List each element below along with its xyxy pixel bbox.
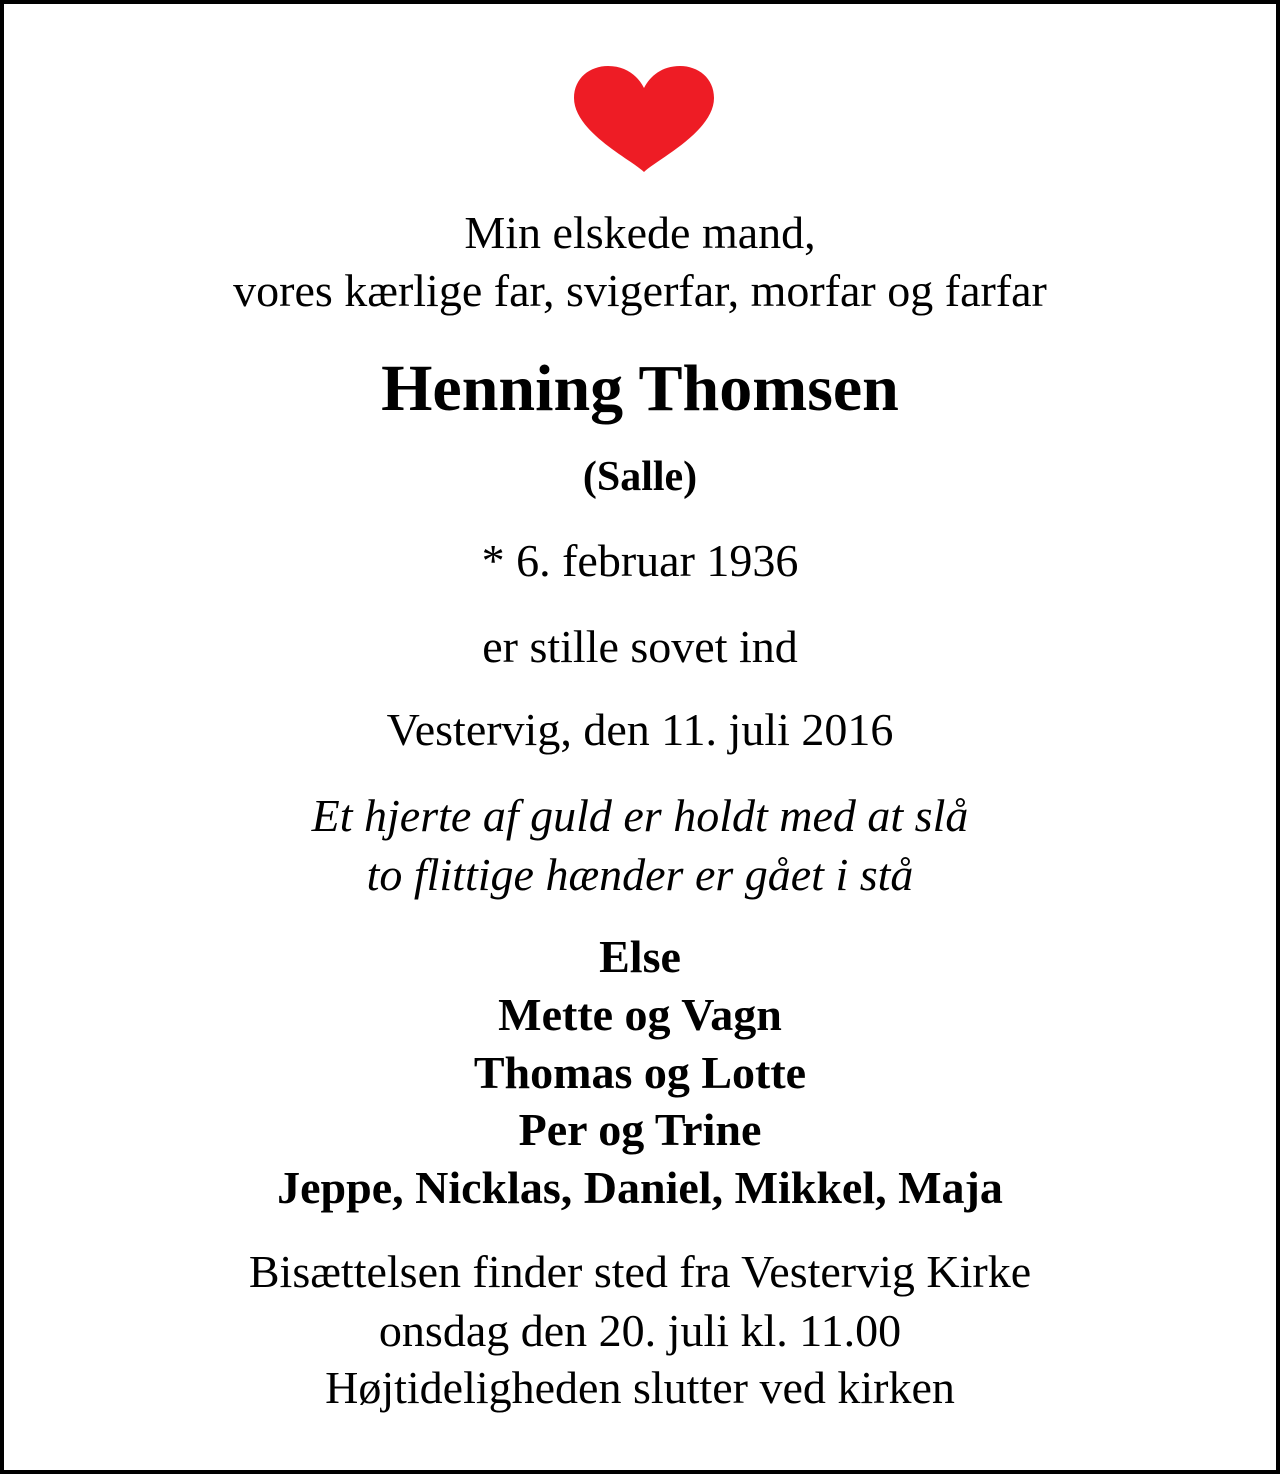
family-member: Jeppe, Nicklas, Daniel, Mikkel, Maja bbox=[277, 1162, 1003, 1213]
family-member: Thomas og Lotte bbox=[473, 1047, 807, 1098]
verse-line-1: Et hjerte af guld er holdt med at slå bbox=[311, 790, 969, 841]
place-and-date: Vestervig, den 11. juli 2016 bbox=[386, 704, 894, 755]
passed-text: er stille sovet ind bbox=[482, 621, 798, 672]
family-member: Else bbox=[599, 931, 681, 982]
service-line-3: Højtideligheden slutter ved kirken bbox=[325, 1362, 955, 1413]
deceased-name: Henning Thomsen bbox=[381, 352, 899, 425]
family-member: Per og Trine bbox=[518, 1104, 762, 1155]
nickname: (Salle) bbox=[582, 454, 698, 500]
family-member: Mette og Vagn bbox=[498, 989, 782, 1040]
service-line-1: Bisættelsen finder sted fra Vestervig Kirke bbox=[248, 1246, 1032, 1297]
verse-line-2: to flittige hænder er gået i stå bbox=[366, 849, 914, 900]
intro-line-1: Min elskede mand, bbox=[464, 207, 816, 258]
intro-line-2: vores kærlige far, svigerfar, morfar og farfar bbox=[233, 265, 1047, 316]
heart-icon bbox=[570, 62, 718, 174]
service-line-2: onsdag den 20. juli kl. 11.00 bbox=[378, 1305, 902, 1356]
birth-date: * 6. februar 1936 bbox=[481, 535, 799, 586]
